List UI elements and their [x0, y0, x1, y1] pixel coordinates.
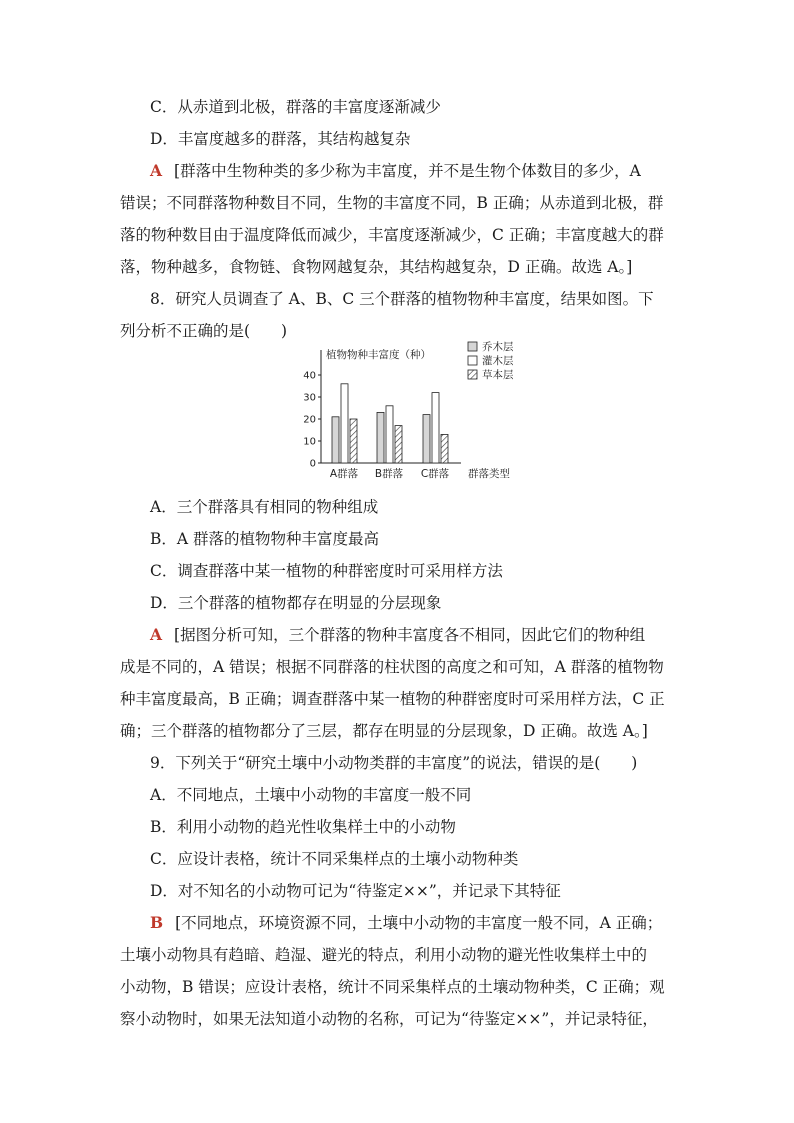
q7-answer-letter: A	[150, 161, 163, 180]
q9-option-b: B．利用小动物的趋光性收集样土中的小动物	[150, 818, 456, 836]
y-tick-label: 20	[303, 414, 316, 426]
bar	[332, 417, 339, 463]
legend-swatch	[468, 356, 477, 365]
legend-swatch	[468, 342, 477, 351]
x-axis-label: 群落类型	[468, 468, 510, 480]
bar	[350, 419, 357, 463]
legend-label: 灌木层	[482, 355, 514, 367]
legend-label: 乔木层	[482, 341, 514, 353]
q8-option-d: D．三个群落的植物都存在明显的分层现象	[150, 594, 442, 612]
q9-option-d: D．对不知名的小动物可记为“待鉴定××”，并记录下其特征	[150, 882, 561, 900]
y-tick-label: 30	[303, 392, 316, 404]
q8-explanation-line-3: 种丰富度最高，B 正确；调查群落中某一植物的种群密度时可采用样方法，C 正	[120, 690, 665, 708]
bar	[423, 415, 430, 463]
y-axis-label: 植物物种丰富度（种）	[326, 349, 431, 361]
bar	[441, 434, 448, 463]
y-tick-label: 10	[303, 436, 316, 448]
chart-legend	[468, 340, 514, 381]
q8-option-c: C．调查群落中某一植物的种群密度时可采用样方法	[150, 562, 503, 580]
y-tick-label: 40	[303, 370, 316, 382]
bar	[377, 412, 384, 463]
q9-explanation-line-2: 土壤小动物具有趋暗、趋湿、避光的特点，利用小动物的避光性收集样土中的	[120, 946, 648, 964]
q9-answer-letter: B	[150, 913, 164, 932]
x-tick-label: B群落	[374, 468, 404, 480]
chart-bars	[330, 384, 450, 480]
q8-option-b: B．A 群落的植物物种丰富度最高	[150, 530, 380, 548]
x-tick-label: C群落	[420, 468, 450, 480]
y-tick-label: 0	[309, 458, 316, 470]
bar	[386, 406, 393, 463]
q8-explanation-line-1: A [据图分析可知，三个群落的物种丰富度各不相同，因此它们的物种组	[150, 625, 646, 644]
q9-explanation-line-4: 察小动物时，如果无法知道小动物的名称，可记为“待鉴定××”，并记录特征，	[120, 1010, 658, 1028]
q8-explanation-line-4: 确；三个群落的植物都分了三层，都存在明显的分层现象，D 正确。故选 A。]	[120, 722, 648, 740]
q7-explanation-line-4: 落，物种越多，食物链、食物网越复杂，其结构越复杂，D 正确。故选 A。]	[120, 258, 633, 276]
x-tick-label: A群落	[329, 468, 359, 480]
q9-explanation-line-3: 小动物，B 错误；应设计表格，统计不同采集样点的土壤动物种类，C 正确；观	[120, 978, 665, 996]
legend-label: 草本层	[482, 369, 514, 381]
q9-option-a: A．不同地点，土壤中小动物的丰富度一般不同	[150, 786, 472, 804]
q8-stem-line-1: 8．研究人员调查了 A、B、C 三个群落的植物物种丰富度，结果如图。下	[150, 290, 654, 308]
q9-explanation-line-1: B [不同地点，环境资源不同，土壤中小动物的丰富度一般不同，A 正确；	[150, 913, 663, 932]
q8-stem-line-2: 列分析不正确的是( )	[120, 322, 288, 340]
q9-option-c: C．应设计表格，统计不同采集样点的土壤小动物种类	[150, 850, 519, 868]
q7-option-c: C．从赤道到北极，群落的丰富度逐渐减少	[150, 98, 441, 116]
bar	[432, 393, 439, 463]
q7-explanation-line-2: 错误；不同群落物种数目不同，生物的丰富度不同，B 正确；从赤道到北极，群	[120, 194, 664, 212]
legend-swatch	[468, 370, 477, 379]
q9-stem: 9．下列关于“研究土壤中小动物类群的丰富度”的说法，错误的是( )	[150, 754, 638, 772]
q8-answer-letter: A	[150, 625, 163, 644]
q7-explanation-line-3: 落的物种数目由于温度降低而减少，丰富度逐渐减少，C 正确；丰富度越大的群	[120, 226, 664, 244]
q7-explanation-line-1: A [群落中生物种类的多少称为丰富度，并不是生物个体数目的多少，A	[150, 161, 641, 180]
q8-option-a: A．三个群落具有相同的物种组成	[150, 498, 379, 516]
bar-chart	[296, 338, 536, 483]
q8-explanation-line-2: 成是不同的，A 错误；根据不同群落的柱状图的高度之和可知，A 群落的植物物	[120, 658, 664, 676]
bar	[395, 426, 402, 463]
q7-option-d: D．丰富度越多的群落，其结构越复杂	[150, 130, 411, 148]
bar	[341, 384, 348, 463]
